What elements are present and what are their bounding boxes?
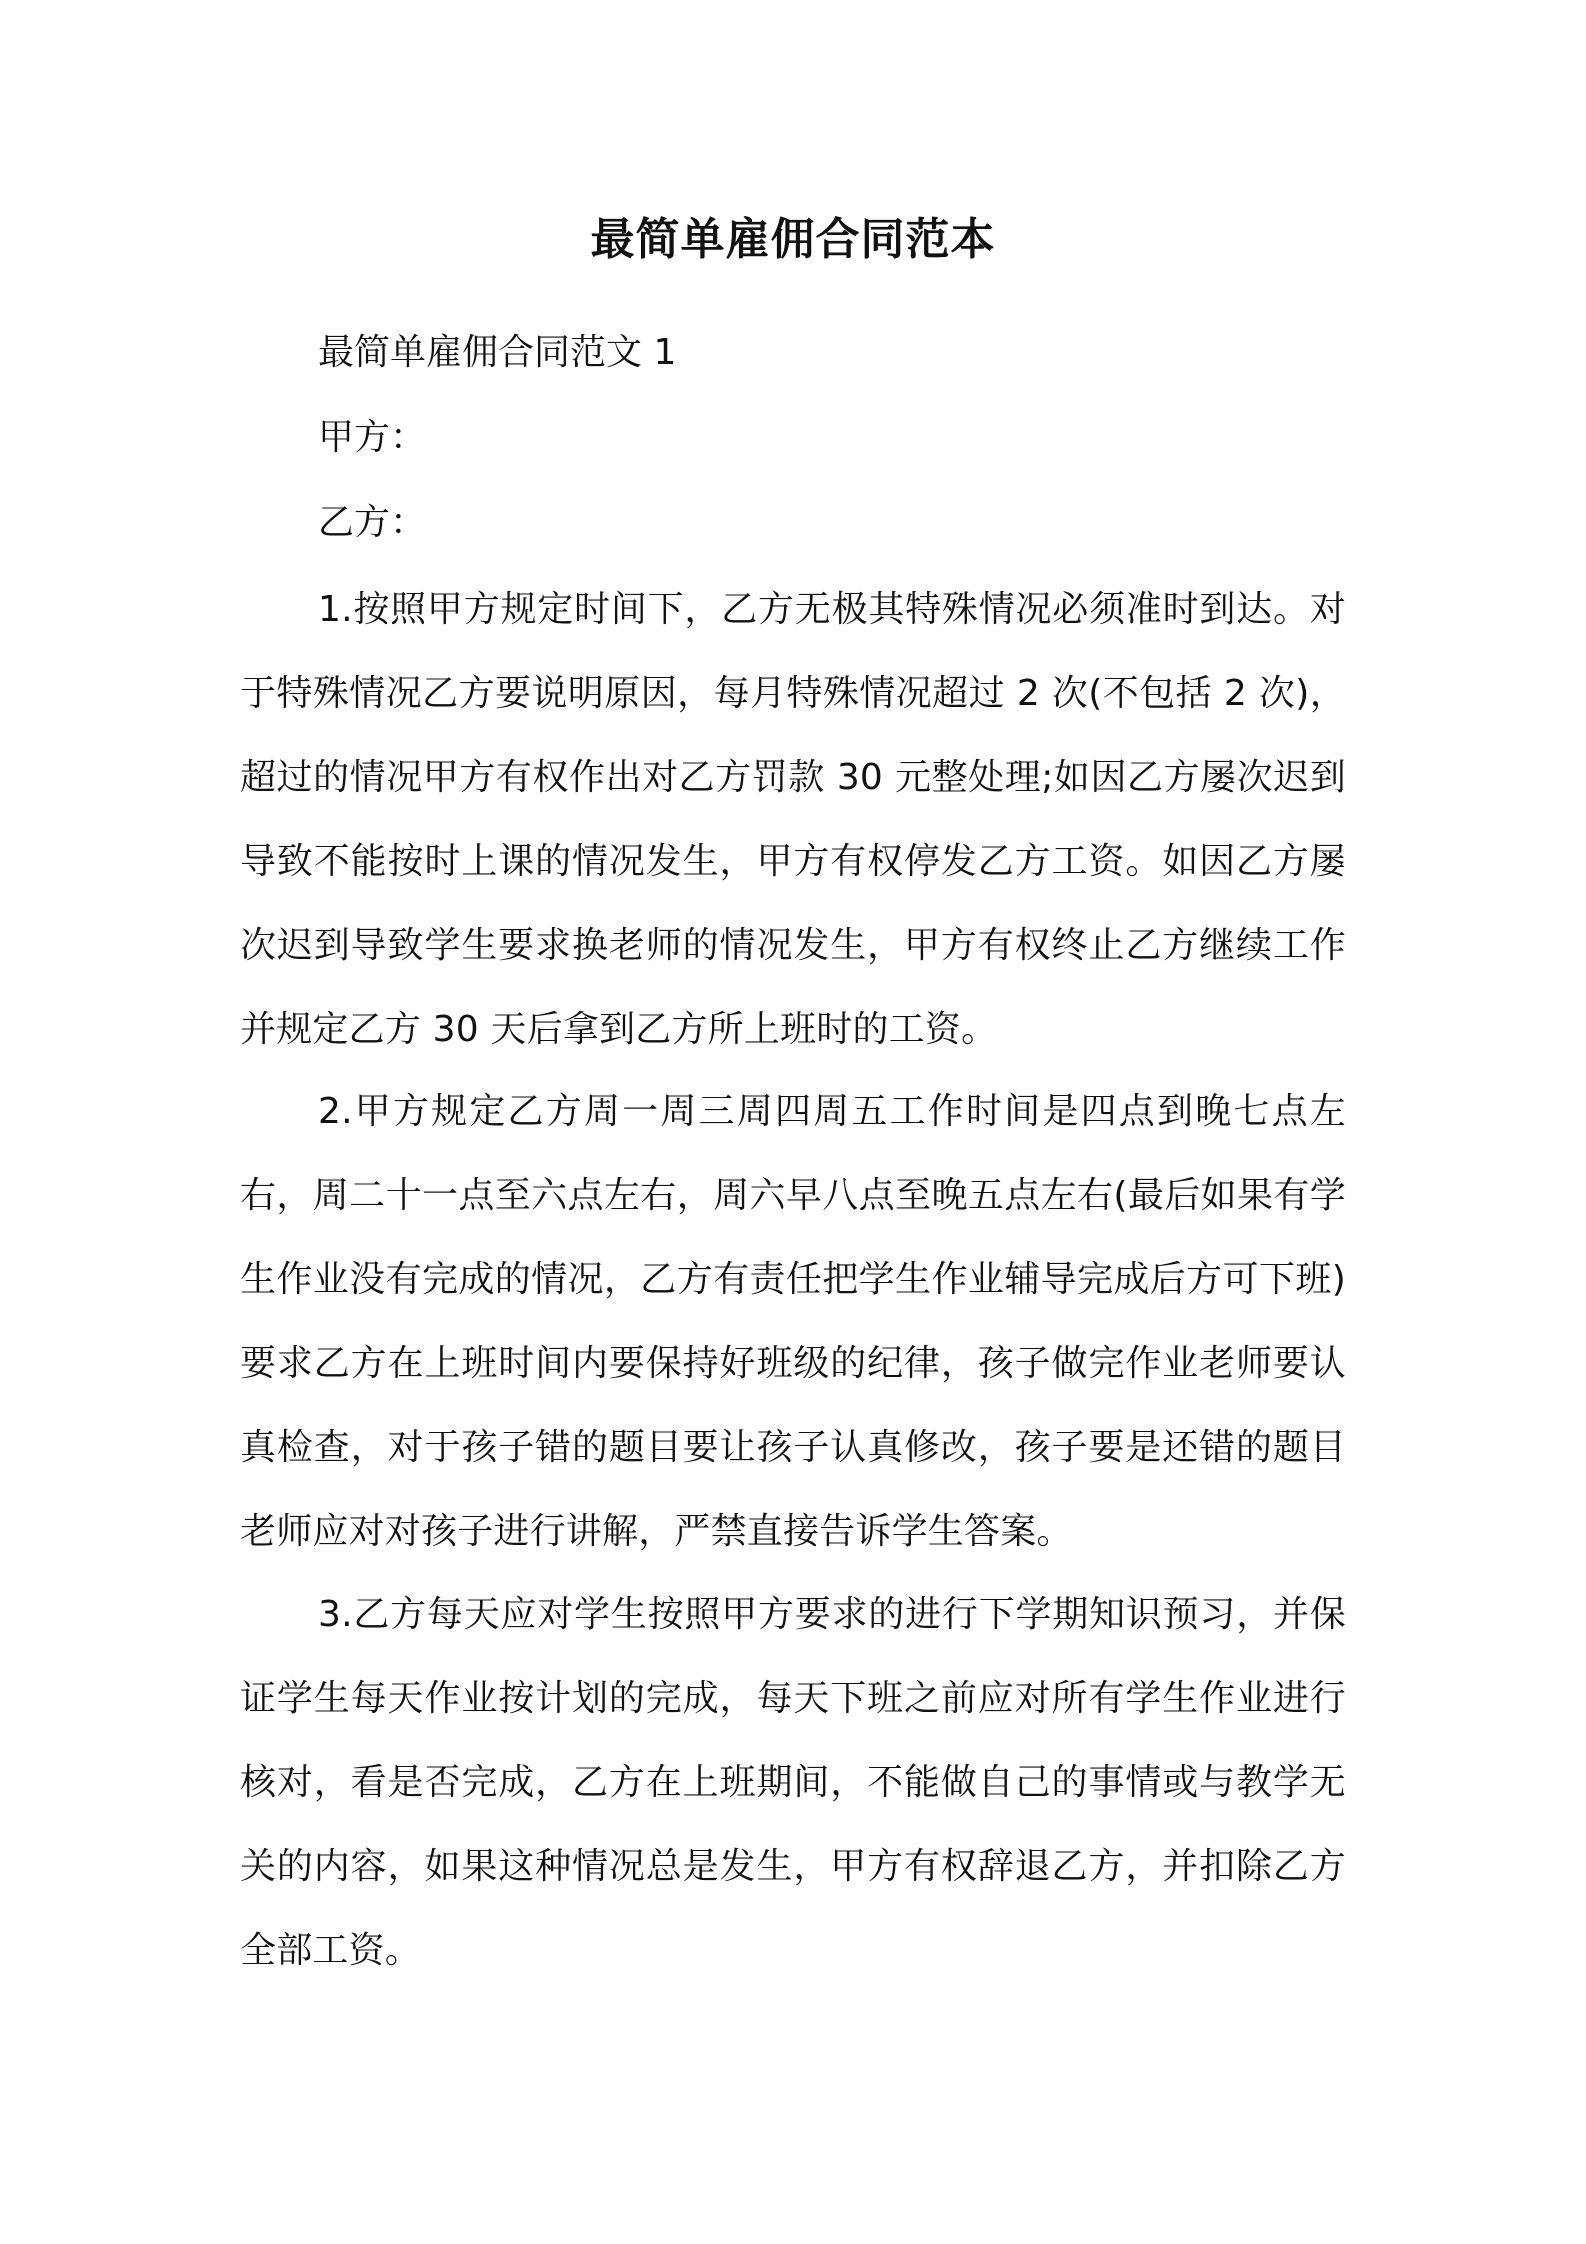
document-subtitle: 最简单雇佣合同范文 1 [318, 332, 677, 373]
clause-1: 1.按照甲方规定时间下，乙方无极其特殊情况必须准时到达。对于特殊情况乙方要说明原因，每月特殊情况超过 2 次(不包括 2 次)，超过的情况甲方有权作出对乙方罚款 30 元整处理;如因乙方屡次迟到导致不能按时上课的情况发生，甲方有权停发乙方工资。如因乙方屡次迟到导致学生要求换老师的情况发生，甲方有权终止乙方继续工作并规定乙方 30 天后拿到乙方所上班时的工资。 [240, 589, 1346, 1050]
clause-3: 3.乙方每天应对学生按照甲方要求的进行下学期知识预习，并保证学生每天作业按计划的完成，每天下班之前应对所有学生作业进行核对，看是否完成，乙方在上班期间，不能做自己的事情或与教学无关的内容，如果这种情况总是发生，甲方有权辞退乙方，并扣除乙方全部工资。 [240, 1594, 1346, 1971]
party-a-label: 甲方： [318, 417, 427, 458]
document-title: 最简单雇佣合同范本 [590, 214, 996, 265]
party-b-label: 乙方： [318, 502, 427, 543]
clause-2: 2.甲方规定乙方周一周三周四周五工作时间是四点到晚七点左右，周二十一点至六点左右，周六早八点至晚五点左右(最后如果有学生作业没有完成的情况，乙方有责任把学生作业辅导完成后方可下班)要求乙方在上班时间内要保持好班级的纪律，孩子做完作业老师要认真检查，对于孩子错的题目要让孩子认真修改，孩子要是还错的题目老师应对对孩子进行讲解，严禁直接告诉学生答案。 [240, 1091, 1346, 1552]
